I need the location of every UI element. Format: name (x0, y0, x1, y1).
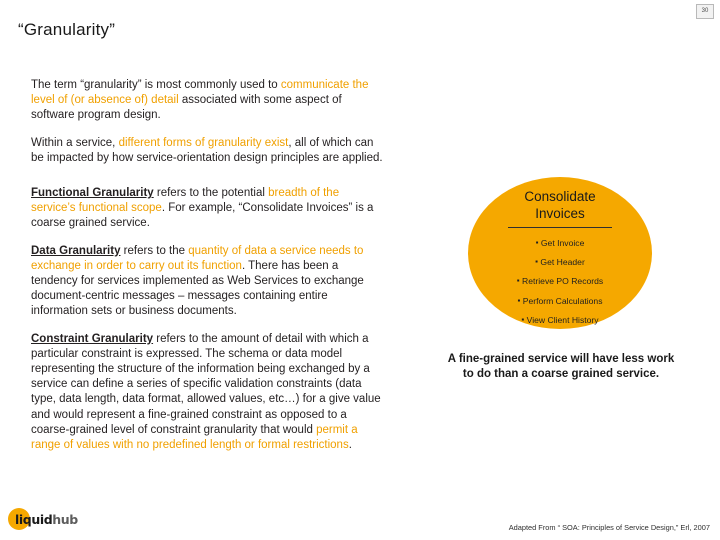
service-circle-diagram (468, 177, 652, 329)
list-item (468, 311, 652, 330)
circle-title-line2: Invoices (535, 206, 585, 221)
page-number: 30 (696, 4, 714, 19)
bullet-marker-icon: ▪ (535, 257, 538, 267)
paragraph-definition (31, 78, 386, 124)
circle-title-line1: Consolidate (524, 189, 596, 204)
paragraph-functional-part2: . For example, “Consolidate Invoices” is a coarse grained service. (31, 202, 374, 230)
list-item (468, 253, 652, 272)
circle-bullet-list (468, 234, 652, 330)
term-functional-granularity: Functional Granularity (31, 187, 154, 200)
paragraph-data-part1: refers to the (120, 244, 189, 257)
paragraph-constraint-granularity (31, 332, 386, 454)
logo-text (15, 512, 78, 527)
paragraph-functional-highlight: breadth of the service’s functional scope (31, 187, 340, 215)
paragraph-forms-part1: Within a service, (31, 136, 119, 149)
paragraph-constraint-part1: refers to the amount of detail with which a particular constraint is expressed. The schema or data model representing the structure of the information being exchanged by a service can define a series of specific validation constraints (data type, data length, data format, allowed values, etc…) for a give value and would represent a fine-grained constraint as opposed to a coarse-grained level of constraint granularity that would (31, 332, 381, 436)
bullet-marker-icon: ▪ (521, 314, 525, 324)
paragraph-functional-part1: refers to the potential (153, 187, 269, 200)
diagram-caption-line1: A fine-grained service will have less work (447, 353, 675, 365)
circle-divider (508, 227, 612, 228)
paragraph-data-granularity (31, 244, 386, 320)
diagram-caption-line2: to do than a coarse grained service. (462, 368, 660, 380)
paragraph-data-part2: . There has been a tendency for services implemented as Web Services to exchange document-centric messages – messages containing entire information sets or business documents. (31, 259, 364, 318)
logo-text-secondary: hub (52, 512, 78, 527)
paragraph-definition-part1: The term “granularity” is most commonly used to (31, 79, 281, 91)
list-item (468, 234, 652, 253)
term-data-granularity: Data Granularity (31, 244, 121, 257)
bullet-marker-icon: ▪ (517, 295, 521, 305)
paragraph-forms-part2: , all of which can be impacted by how service-orientation design principles are applied. (31, 136, 383, 164)
liquidhub-logo (8, 508, 78, 530)
bullet-marker-icon: ▪ (516, 276, 520, 286)
paragraph-constraint-part2: . (348, 439, 352, 452)
paragraph-definition-part2: associated with some aspect of software program design. (31, 94, 342, 122)
list-item-label: View Client History (526, 314, 599, 325)
circle-title (468, 188, 652, 222)
diagram-caption (406, 352, 716, 382)
paragraph-forms (31, 136, 386, 166)
logo-text-main: liquid (15, 512, 53, 527)
bullet-marker-icon: ▪ (535, 238, 539, 247)
term-constraint-granularity: Constraint Granularity (31, 332, 154, 345)
paragraph-constraint-highlight: permit a range of values with no predefined length or formal restrictions (31, 423, 358, 452)
list-item (468, 292, 652, 311)
list-item (468, 272, 652, 291)
list-item-label: Get Header (540, 257, 585, 268)
page-title: “Granularity” (18, 20, 116, 39)
list-item-label: Perform Calculations (522, 295, 603, 306)
paragraph-definition-highlight: communicate the level of (or absence of) detail (31, 79, 369, 107)
footer-source-note: Adapted From “ SOA: Principles of Service Design,” Erl, 2007 (508, 523, 710, 532)
paragraph-data-highlight: quantity of data a service needs to exchange in order to carry out its function (31, 244, 364, 272)
body-text-column (31, 78, 386, 465)
paragraph-functional-granularity (31, 186, 386, 232)
list-item-label: Get Invoice (540, 238, 585, 248)
list-item-label: Retrieve PO Records (522, 276, 604, 287)
paragraph-forms-highlight: different forms of granularity exist (118, 136, 289, 149)
